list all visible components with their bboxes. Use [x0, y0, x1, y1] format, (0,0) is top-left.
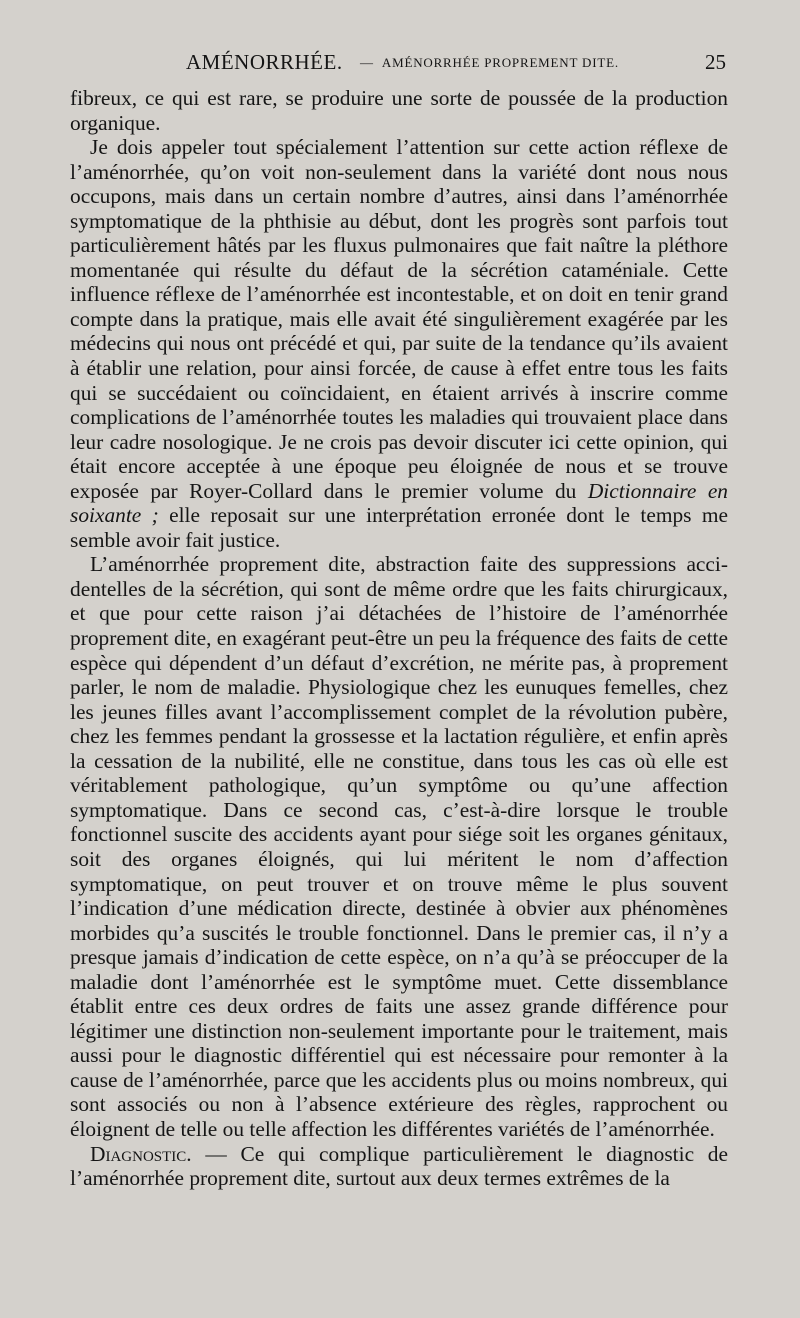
- paragraph-3: L’aménorrhée proprement dite, abstraction faite des suppressions accidentelles de la sécrétion, qui sont de même ordre que les faits chirurgicaux, et que pour cette raison j’ai détachées de l’histoire de l’aménorrhée proprement dite, en exagérant peut-être un peu la fréquence des faits de cette espèce qui dépendent d’un défaut d’excrétion, ne mérite pas, à proprement parler, le nom de maladie. Physiologique chez les eunuques femelles, chez les jeunes filles avant l’accomplissement complet de la révolution pubère, chez les femmes pendant la grossesse et la lactation régulière, et enfin après la cessation de la nubilité, elle ne constitue, dans tous les cas où elle est véritablement pathologique, qu’un symptôme ou qu’une affection symptomatique. Dans ce second cas, c’est-à-dire lorsque le trouble fonctionnel suscite des accidents ayant pour siége soit les organes génitaux, soit des organes éloignés, qui lui méritent le nom d’affection symptomatique, on peut trouver et on trouve même le plus souvent l’indication d’une médication directe, destinée à obvier aux phénomènes morbides qu’a suscités le trouble fonctionnel. Dans le premier cas, il n’y a presque jamais d’indication de cette espèce, on n’a qu’à se préoccuper de la maladie dont l’aménorrhée est le symptôme muet. Cette dissemblance établit entre ces deux ordres de faits une assez grande différence pour légitimer une distinction non-seulement importante pour le traitement, mais aussi pour le diagnostic différentiel qui est nécessaire pour remonter à la cause de l’aménorrhée, parce que les accidents plus ou moins nombreux, qui sont associés ou non à l’absence extérieure des règles, rapprochent ou éloignent de telle ou telle affection les différentes variétés de l’aménorrhée.: [70, 552, 728, 1141]
- running-head-subtitle: [360, 55, 619, 71]
- page-number: 25: [705, 50, 726, 74]
- body-text: [70, 86, 728, 1191]
- paragraph-4: [70, 1142, 728, 1191]
- running-head-dash: —: [360, 55, 374, 70]
- running-head: [70, 44, 730, 78]
- paragraph-1: fibreux, ce qui est rare, se produire une sorte de poussée de la production organique.: [70, 86, 728, 135]
- paragraph-2-italic-title: Dictionnaire en soixante ;: [70, 478, 729, 528]
- paragraph-2-body: Je dois appeler tout spécialement l’attention sur cette action réflexe de l’aménorrhée, qu’on voit non-seulement dans la variété dont nous nous occupons, mais dans un certain nombre d’autres, ainsi dans l’aménorrhée symptomatique de la phthisie au début, dont les progrès sont parfois tout particulièrement hâtés par les fluxus pulmonaires que fait naître la pléthore momentanée qui résulte du défaut de la sécrétion cataméniale. Cette influence réflexe de l’aménorrhée est incontestable, et on doit en tenir grand compte dans la pratique, mais elle avait été singulièrement exagérée par les médecins qui nous ont précédé et qui, par suite de la tendance qu’ils avaient à établir une relation, pour ainsi forcée, de cause à effet entre tous les faits qui se succédaient ou coïncidaient, en étaient arrivés à inscrire comme complications de l’aménorrhée toutes les maladies qui trouvaient place dans leur cadre nosologique. Je ne crois pas devoir discuter ici cette opinion, qui était encore acceptée à une époque peu éloignée de nous et se trouve exposée par Royer-Collard dans le premier volume du: [70, 135, 728, 503]
- paragraph-4-body: — Ce qui complique particulièrement le diagnostic de l’aménorrhée proprement dite, surtout aux deux termes extrêmes de la: [70, 1141, 728, 1191]
- running-head-title: AMÉNORRHÉE.: [186, 50, 343, 74]
- section-label-diagnostic: Diagnostic.: [90, 1141, 192, 1166]
- running-head-subtitle-text: AMÉNORRHÉE PROPREMENT DITE.: [381, 55, 619, 70]
- paragraph-2: [70, 135, 728, 552]
- paragraph-2-tail: elle reposait sur une interprétation erronée dont le temps me semble avoir fait justice.: [70, 503, 728, 552]
